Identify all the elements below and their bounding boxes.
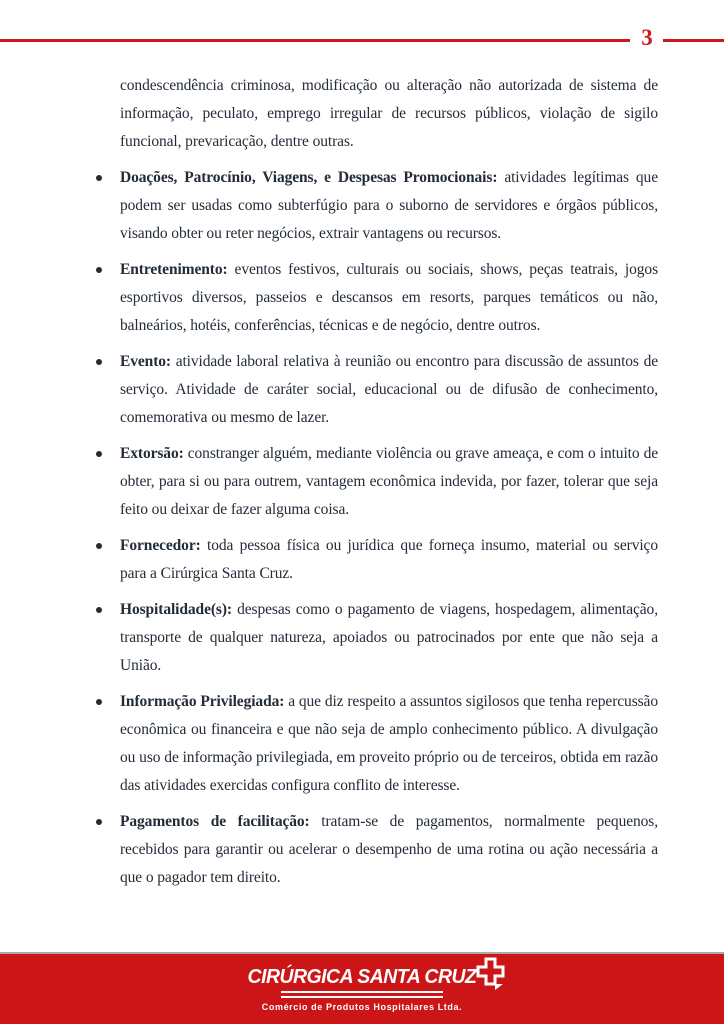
term-definition: despesas como o pagamento de viagens, hospedagem, alimentação, transporte de qualquer natureza, apoiados ou patrocinados por ente que não seja a União. bbox=[120, 601, 658, 674]
logo-title: CIRÚRGICA SANTA CRUZ bbox=[247, 966, 477, 988]
list-item-informacao-privilegiada bbox=[120, 688, 658, 800]
list-item-hospitalidade bbox=[120, 596, 658, 680]
logo-subtitle: Comércio de Produtos Hospitalares Ltda. bbox=[261, 1002, 463, 1012]
page-number: 3 bbox=[641, 25, 653, 50]
list-item-entretenimento bbox=[120, 256, 658, 340]
term-label: Hospitalidade(s): bbox=[120, 601, 232, 618]
bullet-dot bbox=[96, 175, 102, 181]
term-definition: a que diz respeito a assuntos sigilosos que tenha repercussão econômica ou financeira e que não seja de amplo conhecimento público. A divulgação ou uso de informação privilegiada, em proveito próprio ou de terceiros, obtida em razão das atividades exercidas configura conflito de interesse. bbox=[120, 693, 658, 794]
definition-list bbox=[120, 164, 658, 892]
term-label: Entretenimento: bbox=[120, 261, 228, 278]
list-item-fornecedor bbox=[120, 532, 658, 588]
term-label: Pagamentos de facilitação: bbox=[120, 813, 310, 830]
bullet-dot bbox=[96, 607, 102, 613]
term-definition: constranger alguém, mediante violência ou grave ameaça, e com o intuito de obter, para si ou para outrem, vantagem econômica indevida, por fazer, tolerar que seja feito ou deixar de fazer alguma coisa. bbox=[120, 445, 658, 518]
term-definition: tratam-se de pagamentos, normalmente pequenos, recebidos para garantir ou acelerar o desempenho de uma rotina ou ação necessária a que o pagador tem direito. bbox=[120, 813, 659, 886]
term-label: Fornecedor: bbox=[120, 537, 201, 554]
logo-title-row bbox=[244, 966, 480, 989]
bullet-dot bbox=[96, 819, 102, 825]
term-definition: atividades legítimas que podem ser usadas como subterfúgio para o suborno de servidores e órgãos públicos, visando obter ou reter negócios, extrair vantagens ou recursos. bbox=[120, 169, 658, 242]
term-label: Evento: bbox=[120, 353, 171, 370]
company-logo bbox=[244, 966, 480, 1012]
bullet-dot bbox=[96, 543, 102, 549]
term-label: Informação Privilegiada: bbox=[120, 693, 285, 710]
header-rule-left bbox=[0, 39, 630, 42]
bullet-dot bbox=[96, 451, 102, 457]
list-item-extorsao bbox=[120, 440, 658, 524]
continuation-paragraph: condescendência criminosa, modificação ou alteração não autorizada de sistema de informação, peculato, emprego irregular de recursos públicos, violação de sigilo funcional, prevaricação, dentre outras. bbox=[120, 77, 658, 150]
header-rule-right bbox=[663, 39, 724, 42]
list-item-pagamentos-facilitacao bbox=[120, 808, 658, 892]
document-body bbox=[120, 72, 658, 900]
bullet-dot bbox=[96, 267, 102, 273]
term-definition: atividade laboral relativa à reunião ou encontro para discussão de assuntos de serviço. Atividade de caráter social, educacional ou de difusão de conhecimento, comemorativa ou mesmo de lazer. bbox=[120, 353, 658, 426]
bullet-dot bbox=[96, 359, 102, 365]
term-definition: toda pessoa física ou jurídica que forneça insumo, material ou serviço para a Cirúrgica Santa Cruz. bbox=[120, 537, 658, 582]
medical-cross-icon bbox=[476, 957, 506, 991]
term-definition: eventos festivos, culturais ou sociais, shows, peças teatrais, jogos esportivos diversos, passeios e descansos em resorts, parques temáticos ou não, balneários, hotéis, conferências, técnicas e de negócio, dentre outros. bbox=[120, 261, 659, 334]
term-label: Extorsão: bbox=[120, 445, 184, 462]
footer-bar bbox=[0, 952, 724, 1024]
bullet-dot bbox=[96, 699, 102, 705]
list-item-evento bbox=[120, 348, 658, 432]
logo-divider-top bbox=[281, 991, 443, 993]
logo-divider-bottom bbox=[281, 996, 443, 998]
list-item-doacoes bbox=[120, 164, 658, 248]
term-label: Doações, Patrocínio, Viagens, e Despesas Promocionais: bbox=[120, 169, 498, 186]
